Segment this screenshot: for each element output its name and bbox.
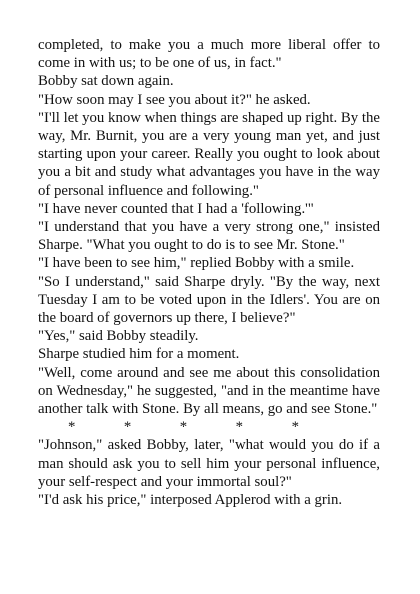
paragraph-7: "I have been to see him," replied Bobby with a smile. — [38, 255, 355, 272]
paragraph-11: "Well, come around and see me about this consolidation on Wednesday," he suggested, "and in the meantime have another talk with Stone. By all means, go and see Stone." — [38, 364, 380, 418]
paragraph-3: "How soon may I see you about it?" he asked. — [38, 91, 311, 108]
page-text — [38, 36, 380, 509]
paragraph-4: "I'll let you know when things are shaped up right. By the way, Mr. Burnit, you are a very young man yet, and just starting upon your career. Really you ought to look about you a bit and study what advantages you have in the way of personal influence and following." — [38, 109, 380, 199]
paragraph-8: "So I understand," said Sharpe dryly. "By the way, next Tuesday I am to be voted upon in the Idlers'. You are on the board of governors up there, I believe?" — [38, 273, 380, 327]
section-break: * * * * * — [68, 419, 299, 436]
paragraph-6: "I understand that you have a very strong one," insisted Sharpe. "What you ought to do is to see Mr. Stone." — [38, 219, 380, 254]
paragraph-5: "I have never counted that I had a 'following.'" — [38, 200, 314, 217]
paragraph-10: Sharpe studied him for a moment. — [38, 346, 240, 363]
paragraph-12: "Johnson," asked Bobby, later, "what would you do if a man should ask you to sell him your personal influence, your self-respect and your immortal soul?" — [38, 437, 380, 490]
paragraph-1: completed, to make you a much more liberal offer to come in with us; to be one of us, in fact." — [38, 37, 380, 72]
paragraph-13: "I'd ask his price," interposed Applerod with a grin. — [38, 492, 343, 509]
paragraph-9: "Yes," said Bobby steadily. — [38, 328, 199, 345]
paragraph-2: Bobby sat down again. — [38, 73, 174, 90]
